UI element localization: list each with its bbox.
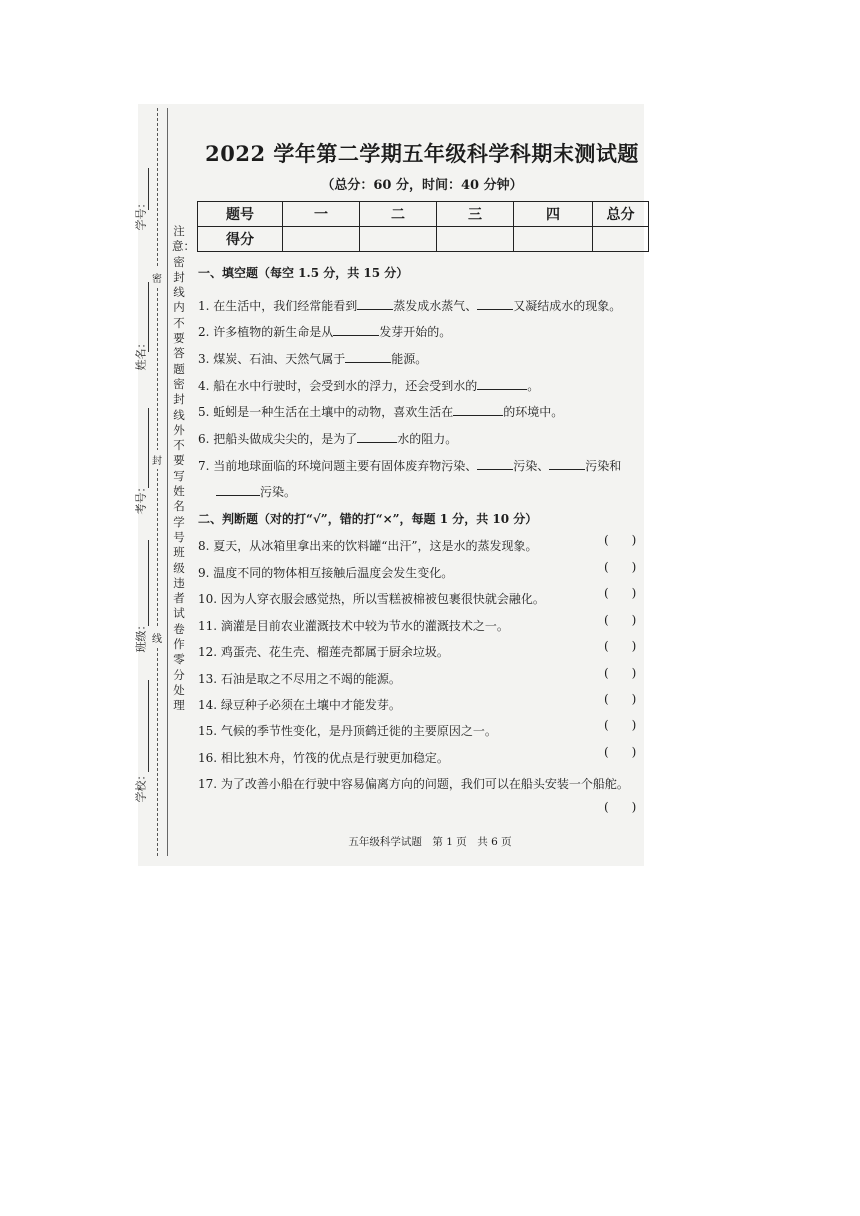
- question-6: [198, 430, 457, 447]
- tf-answer-paren[interactable]: ( ): [604, 533, 637, 547]
- tf-question: 11. 滴灌是目前农业灌溉技术中较为节水的灌溉技术之一。: [198, 619, 509, 633]
- q7-text-b: 污染、: [513, 459, 550, 473]
- side-field-line: [148, 168, 149, 210]
- tf-answer-paren[interactable]: ( ): [604, 666, 637, 680]
- side-field-class: 班级：: [134, 619, 148, 653]
- q6-text-a: 6. 把船头做成尖尖的，是为了: [198, 432, 358, 446]
- tf-question: 17. 为了改善小船在行驶中容易偏离方向的问题，我们可以在船头安装一个船舵。: [198, 777, 629, 791]
- q7-blank-2[interactable]: [549, 458, 585, 470]
- q5-text-b: 的环境中。: [503, 405, 564, 419]
- binding-dashed-line: [157, 108, 158, 856]
- tf-answer-paren[interactable]: ( ): [604, 800, 637, 814]
- side-field-line: [148, 408, 149, 488]
- tf-answer-paren[interactable]: ( ): [604, 560, 637, 574]
- tf-answer-paren[interactable]: ( ): [604, 745, 637, 759]
- q7-text-d: 污染。: [260, 485, 297, 499]
- side-field-line: [148, 282, 149, 352]
- question-5: [198, 403, 563, 420]
- score-cell[interactable]: [437, 227, 514, 252]
- score-table-label: 得分: [198, 227, 283, 252]
- q4-text-b: 。: [527, 379, 540, 393]
- section-2-heading: 二、判断题（对的打“√”，错的打“×”，每题 1 分，共 10 分）: [198, 512, 538, 526]
- tf-question: 13. 石油是取之不尽用之不竭的能源。: [198, 672, 401, 686]
- tf-question: 9. 温度不同的物体相互接触后温度会发生变化。: [198, 566, 454, 580]
- seal-char-feng: 封: [152, 450, 162, 469]
- tf-question: 12. 鸡蛋壳、花生壳、榴莲壳都属于厨余垃圾。: [198, 645, 449, 659]
- tf-question: 15. 气候的季节性变化，是丹顶鹤迁徙的主要原因之一。: [198, 724, 497, 738]
- q5-blank[interactable]: [453, 404, 503, 416]
- tf-answer-paren[interactable]: ( ): [604, 692, 637, 706]
- q2-text-b: 发芽开始的。: [379, 325, 452, 339]
- q7-blank-1[interactable]: [477, 458, 513, 470]
- score-table-row-scores: [198, 227, 649, 252]
- score-table: [197, 201, 649, 252]
- tf-question: 14. 绿豆种子必须在土壤中才能发芽。: [198, 698, 401, 712]
- score-table-label: 题号: [198, 202, 283, 227]
- score-cell[interactable]: [593, 227, 649, 252]
- page-footer: 五年级科学试题 第 1 页 共 6 页: [348, 836, 512, 848]
- tf-question: 8. 夏天，从冰箱里拿出来的饮料罐“出汗”，这是水的蒸发现象。: [198, 539, 538, 553]
- question-2: [198, 323, 451, 340]
- side-field-school: 学校：: [134, 769, 148, 803]
- question-1: [198, 297, 621, 314]
- q6-text-b: 水的阻力。: [397, 432, 458, 446]
- side-field-line: [148, 540, 149, 626]
- question-4: [198, 377, 539, 394]
- page-title: 2022 学年第二学期五年级科学科期末测试题: [205, 141, 639, 166]
- score-cell[interactable]: [360, 227, 437, 252]
- tf-answer-paren[interactable]: ( ): [604, 586, 637, 600]
- q2-text-a: 2. 许多植物的新生命是从: [198, 325, 334, 339]
- question-3: [198, 350, 427, 367]
- q5-text-a: 5. 蚯蚓是一种生活在土壤中的动物，喜欢生活在: [198, 405, 454, 419]
- side-field-exam-no: 考号：: [134, 481, 148, 515]
- question-7: [198, 457, 621, 474]
- tf-question: 10. 因为人穿衣服会感觉热，所以雪糕被棉被包裹很快就会融化。: [198, 592, 545, 606]
- section-1-heading: 一、填空题（每空 1.5 分，共 15 分）: [198, 266, 409, 280]
- q3-text-b: 能源。: [391, 352, 428, 366]
- question-7-cont: [216, 483, 296, 500]
- q4-blank[interactable]: [477, 378, 527, 390]
- q1-text-b: 蒸发成水蒸气、: [393, 299, 478, 313]
- q6-blank[interactable]: [357, 431, 397, 443]
- tf-answer-paren[interactable]: ( ): [604, 718, 637, 732]
- q3-blank[interactable]: [345, 351, 391, 363]
- q2-blank[interactable]: [333, 324, 379, 336]
- q4-text-a: 4. 船在水中行驶时，会受到水的浮力，还会受到水的: [198, 379, 478, 393]
- score-col-3: 三: [437, 202, 514, 227]
- score-col-4: 四: [514, 202, 593, 227]
- side-field-line: [148, 680, 149, 772]
- seal-char-xian: 线: [152, 628, 162, 647]
- page-subtitle: （总分：60 分，时间：40 分钟）: [321, 178, 523, 193]
- q3-text-a: 3. 煤炭、石油、天然气属于: [198, 352, 346, 366]
- score-col-total: 总分: [593, 202, 649, 227]
- q1-blank-2[interactable]: [477, 298, 513, 310]
- score-table-row-header: [198, 202, 649, 227]
- seal-notice: 注意：密封线内不要答题 密封线外不要写姓名 学号 班级违者试卷作零分处理: [172, 224, 195, 713]
- binding-solid-line: [167, 108, 168, 856]
- seal-char-mi: 密: [152, 268, 162, 287]
- score-col-1: 一: [283, 202, 360, 227]
- score-cell[interactable]: [514, 227, 593, 252]
- q1-text-c: 又凝结成水的现象。: [513, 299, 622, 313]
- q7-text-a: 7. 当前地球面临的环境问题主要有固体废弃物污染、: [198, 459, 478, 473]
- tf-question: 16. 相比独木舟，竹筏的优点是行驶更加稳定。: [198, 751, 449, 765]
- side-field-name: 姓名：: [134, 337, 148, 371]
- tf-answer-paren[interactable]: ( ): [604, 639, 637, 653]
- q7-blank-3[interactable]: [216, 484, 260, 496]
- q1-text-a: 1. 在生活中，我们经常能看到: [198, 299, 358, 313]
- score-col-2: 二: [360, 202, 437, 227]
- tf-answer-paren[interactable]: ( ): [604, 613, 637, 627]
- side-field-student-id: 学号：: [134, 197, 148, 231]
- q7-text-c: 污染和: [585, 459, 622, 473]
- score-cell[interactable]: [283, 227, 360, 252]
- q1-blank-1[interactable]: [357, 298, 393, 310]
